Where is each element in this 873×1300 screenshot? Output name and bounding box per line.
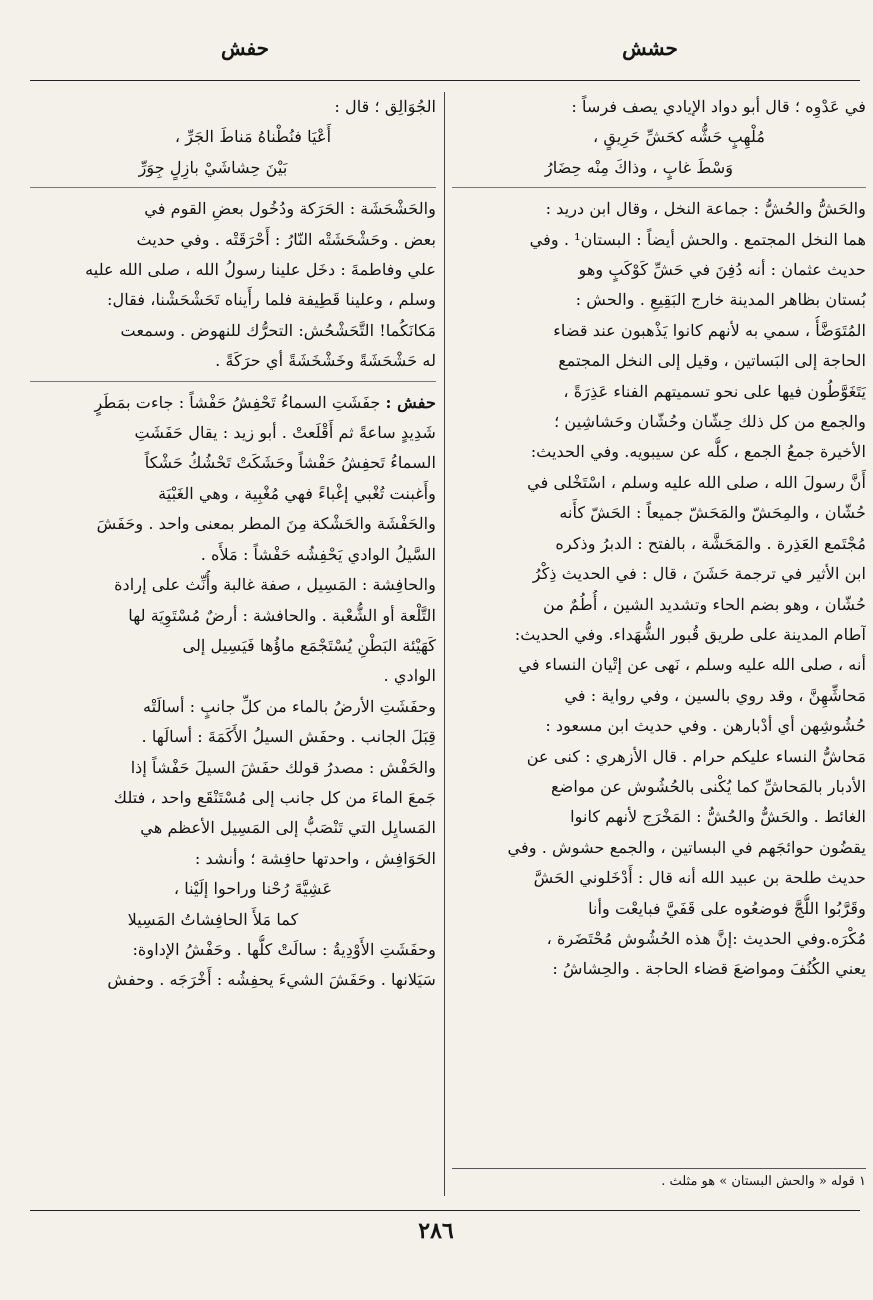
paragraph-separator	[30, 381, 436, 382]
entry-headword: حفش :	[385, 392, 436, 412]
text-line: كَهَيْئة البَطْنِ يُسْتَجْمَع ماؤُها فَيَسِيل إلى	[182, 635, 436, 655]
text-line: جَمعَ الماءَ من كل جانب إلى مُسْتَنْقَع واحد ، فتلك	[113, 787, 436, 807]
header-rule	[30, 80, 860, 81]
footer-rule	[30, 1210, 860, 1211]
text-line: آطام المدينة على طريق قُبور الشُّهَداء. وفي الحديث:	[514, 624, 866, 644]
text-line: مُكْرَه.وفي الحديث :إنَّ هذه الحُشُوش مُحْتَضَرة ،	[546, 928, 866, 948]
text-line: في عَدْوِه ؛ قال أبو دواد الإيادي يصف فرساً :	[571, 97, 866, 116]
text-line: يَتَغَوَّطُون فيها على نحو تسميتهم الفناء عَذِرَةً ،	[563, 381, 866, 401]
running-header-right: حشش	[622, 36, 678, 60]
verse-line: مُلْهِبٍ حَشُّه كحَشِّ حَرِيقٍ ،	[592, 127, 766, 147]
text-line: والحَشُّ والحُشُّ : جماعة النخل ، وقال ابن دريد :	[545, 199, 866, 219]
paragraph-separator	[452, 187, 866, 188]
text-line: التَّلْعة أو الشُّعْبة . والحافشة : أرضٌ مُسْتَوِيَة لها	[128, 605, 436, 625]
text-line: بعض . وحَشْحَشَتْه النّارُ : أَحْرَقَتْه . وفي حديث	[136, 229, 436, 249]
text-line: أنه ، صلى الله عليه وسلم ، نَهى عن إتْيان النساء في	[518, 655, 866, 675]
text-line: يقضُون حوائجَهم في البساتين ، والجمع حشوش . وفي	[507, 837, 866, 857]
page-number: ٢٨٦	[418, 1218, 454, 1244]
text-line: السَّيلُ الوادي يَحْفِشُه حَفْشاً : مَلأَه .	[200, 544, 436, 564]
text-line: شَدِيدٍ ساعةً ثم أَقْلَعتْ . أبو زيد : يقال حَفَشَتِ	[134, 423, 436, 443]
verse-line: أَعْيَا فنُطْناهُ مَناطَ الجَرِّ ،	[174, 127, 332, 147]
text-line: المَسايِل التي تَنْصَبُّ إلى المَسِيل الأعظم هي	[140, 818, 436, 838]
text-line: حُشّان ، وهو بضم الحاء وتشديد الشين ، أُطُمٌ من	[543, 594, 866, 614]
text-line: يعني الكُنُفَ ومواضعَ قضاء الحاجة . والحِشاشُ :	[552, 959, 866, 979]
footnote-rule	[452, 1168, 866, 1169]
entry-line	[30, 388, 436, 418]
right-column	[452, 92, 866, 985]
text-line: مُجْتَمع العَذِرة . والمَحَشَّة ، بالفتح : الدبرُ وذكره	[555, 533, 866, 553]
text-line: وحفَشَتِ الأَوْدِيةُ : سالَتْ كلُّها . وحَفْشُ الإداوة:	[132, 939, 436, 959]
text-line: مَكانَكُما! التَّحَشْحُش: التحرُّك للنهوض . وسمعت	[120, 320, 436, 340]
text-line: المُتَوَضَّأُ ، سمي به لأنهم كانوا يَذْهبون عند قضاء	[553, 320, 866, 340]
paragraph-separator	[30, 187, 436, 188]
text-line: حديث عثمان : أنه دُفِنَ في حَشِّ كَوْكَبٍ وهو	[578, 260, 866, 280]
verse-line: بَيْنَ حِشاشَيْ بازِلٍ جِوَرِّ	[138, 157, 288, 177]
verse-line: عَشِيَّةَ رُحْنا وراحوا إلَيْنا ،	[173, 879, 333, 899]
text-line: مَحاشِّهِنَّ ، وقد روي بالسين ، وفي رواية : في	[564, 685, 866, 705]
footnote: ١ قوله « والحش البستان » هو مثلث .	[661, 1174, 866, 1189]
text-line: وحفَشَتِ الأرضُ بالماء من كلِّ جانبٍ : أسالَتْه	[143, 696, 436, 716]
text-line: والحَفْش : مصدرُ قولك حفَشَ السيلَ حَفْشاً إذا	[130, 757, 436, 777]
text-line: الحَوَافِش ، واحدتها حافِشة ؛ وأنشد :	[194, 848, 436, 868]
text-line: حُشُوشِهن أي أدْبارهن . وفي حديث ابن مسعود :	[545, 716, 866, 736]
text-line: بُستان بظاهر المدينة خارج البَقِيعِ . والحش :	[575, 290, 866, 310]
text-line: الوادي .	[383, 666, 436, 686]
text-line: السماءُ تَحفِشُ حَفْشاً وحَشَكَتْ تَحْشُكُ حَشْكاً	[144, 453, 436, 473]
verse-line: وَسْطَ غابٍ ، وذاكَ مِنْه حِضَارُ	[544, 157, 734, 177]
entry-text: جفَشَتِ السماءُ تَحْفِشُ حَفْشاً : جاءت بمَطَرٍ	[94, 392, 386, 412]
text-line: وسلم ، وعلينا قَطِيفة فلما رأَيناه تَحَشْحَشْنا، فقال:	[107, 290, 436, 310]
text-line: الأدبار بالمَحاشِّ كما يُكْنى بالحُشُوش عن مواضع	[550, 776, 866, 796]
text-line: الحاجة إلى البَساتين ، وقيل إلى النخل المجتمع	[558, 351, 866, 371]
text-line: وأَغبنت تُغْبي إغْباءً فهي مُغْبِية ، وهي الغَبْيَة	[158, 483, 436, 503]
verse-line: كما مَلأَ الحافِشاتُ المَسِيلا	[127, 909, 299, 929]
text-line: الأخيرة جمعُ الجمع ، كلُّه عن سيبويه. وفي الحديث:	[530, 442, 866, 462]
column-divider	[444, 92, 445, 1196]
text-line: الجُوَالِق ؛ قال :	[334, 97, 436, 116]
text-line: حديث طلحة بن عبيد الله أنه قال : أَدْخَلوني الحَشَّ	[533, 868, 866, 888]
text-line: والحَشْحَشَة : الحَرَكة ودُخُول بعضِ القوم في	[144, 199, 436, 219]
text-line: والحَفْشَة والحَشْكة مِنَ المطر بمعنى واحد . وحَفَشَ	[96, 514, 436, 534]
text-line: قِبَلَ الجانب . وحفَش السيلُ الأَكَمَةَ : أسالَها .	[141, 727, 436, 747]
text-line: علي وفاطمةَ : دخَل علينا رسولُ الله ، صلى الله عليه	[85, 260, 436, 280]
text-line: حُشّان ، والمِحَشّ والمَحَشّ جميعاً : الحَشّ كأَنه	[559, 503, 866, 523]
text-line: مَحاشُّ النساء عليكم حرام . قال الأزهري : كنى عن	[526, 746, 866, 766]
running-header-left: حفش	[221, 36, 269, 60]
text-line: هما النخل المجتمع . والحش أيضاً : البستان¹ . وفي	[529, 229, 866, 249]
text-line: وقَرَّبُوا اللُّجَّ فوضعُوه على قَفَيَّ فبايعْت وأنا	[588, 898, 866, 918]
text-line: والحافِشة : المَسِيل ، صفة غالبة وأُنِّث على إرادة	[114, 575, 436, 595]
text-line: الغائط . والحَشُّ والحُشُّ : المَخْرَج لأنهم كانوا	[570, 807, 866, 827]
text-line: سَيَلانها . وحَفَشَ الشيءَ يحفِشُه : أَخْرَجَه . وحفش	[107, 970, 436, 990]
text-line: أَنَّ رسولَ الله ، صلى الله عليه وسلم ، اسْتَخْلى في	[527, 472, 866, 492]
left-column	[30, 92, 436, 996]
text-line: له حَشْحَشَةً وخَشْخَشَةً أي حرَكَةً .	[215, 351, 436, 371]
text-line: والجمع من كل ذلك حِشّان وحُشّان وحَشاشِين ؛	[554, 412, 866, 432]
text-line: ابن الأثير في ترجمة حَشَنَ ، قال : في الحديث ذِكْرُ	[532, 564, 866, 584]
